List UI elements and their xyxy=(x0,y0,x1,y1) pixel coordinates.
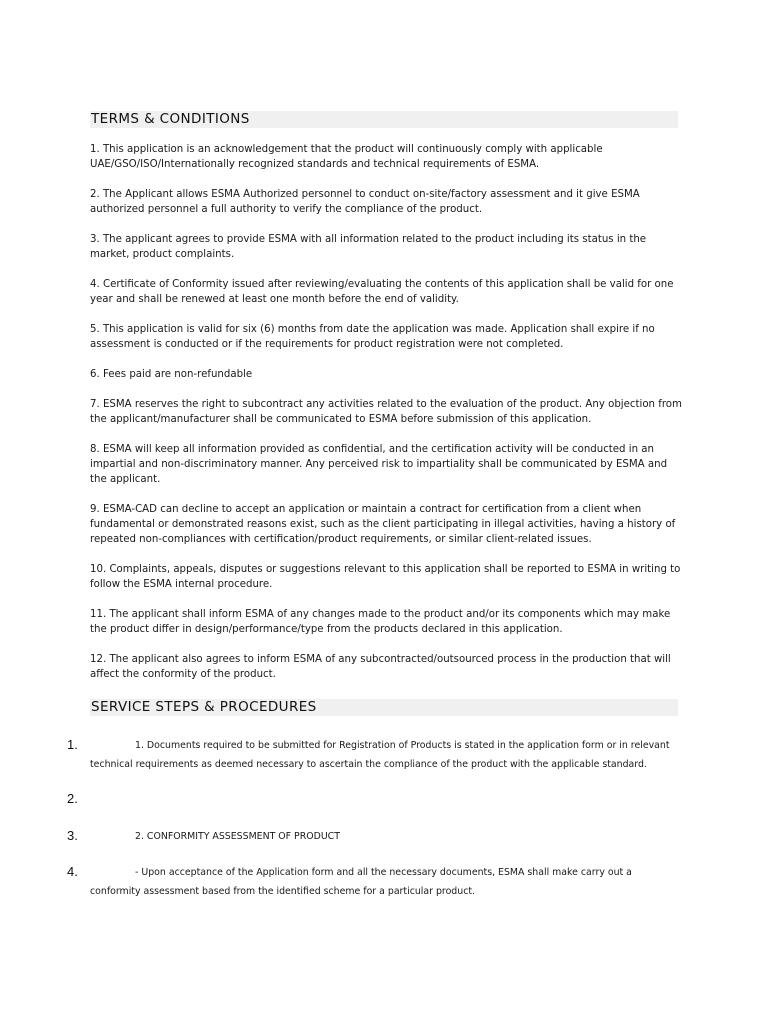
term-item-8: 8. ESMA will keep all information provided as confidential, and the certification activity will be conducted in an impartial and non-discriminatory manner. Any perceived risk to impartiality shall be communicated by ESMA and the applicant. xyxy=(90,444,668,485)
step-text-3 xyxy=(90,827,680,846)
step-text-3-content: 2. CONFORMITY ASSESSMENT OF PRODUCT xyxy=(135,831,340,842)
step-text-1-content: 1. Documents required to be submitted for Registration of Products is stated in the application form or in relevant technical requirements as deemed necessary to ascertain the compliance of the product with the applicable standard. xyxy=(90,740,670,770)
term-item-10: 10. Complaints, appeals, disputes or suggestions relevant to this application shall be reported to ESMA in writing to follow the ESMA internal procedure. xyxy=(90,564,681,590)
term-item-3: 3. The applicant agrees to provide ESMA with all information related to the product including its status in the market, product complaints. xyxy=(90,234,647,260)
term-item-4: 4. Certificate of Conformity issued after reviewing/evaluating the contents of this application shall be valid for one year and shall be renewed at least one month before the end of validity. xyxy=(90,279,674,305)
step-number-1: 1. xyxy=(67,737,78,752)
term-item-12: 12. The applicant also agrees to inform ESMA of any subcontracted/outsourced process in the production that will affect the conformity of the product. xyxy=(90,654,671,680)
step-number-2: 2. xyxy=(67,791,78,806)
term-item-9: 9. ESMA-CAD can decline to accept an application or maintain a contract for certification from a client when fundamental or demonstrated reasons exist, such as the client participating in illegal activities, having a history of repeated non-compliances with certification/product requirements, or similar client-related issues. xyxy=(90,504,676,545)
step-number-3: 3. xyxy=(67,828,78,843)
term-item-5: 5. This application is valid for six (6) months from date the application was made. Application shall expire if no assessment is conducted or if the requirements for product registration were not completed. xyxy=(90,324,655,350)
term-item-2: 2. The Applicant allows ESMA Authorized personnel to conduct on-site/factory assessment and it give ESMA authorized personnel a full authority to verify the compliance of the product. xyxy=(90,189,640,215)
service-heading: SERVICE STEPS & PROCEDURES xyxy=(90,699,678,716)
term-item-6: 6. Fees paid are non-refundable xyxy=(90,369,253,380)
terms-heading: TERMS & CONDITIONS xyxy=(90,111,678,128)
term-item-1: 1. This application is an acknowledgement that the product will continuously comply with applicable UAE/GSO/ISO/Internationally recognized standards and technical requirements of ESMA. xyxy=(90,144,603,170)
term-item-7: 7. ESMA reserves the right to subcontract any activities related to the evaluation of the product. Any objection from the applicant/manufacturer shall be communicated to ESMA before submission of this application. xyxy=(90,399,682,425)
step-text-1 xyxy=(90,736,680,774)
term-item-11: 11. The applicant shall inform ESMA of any changes made to the product and/or its components which may make the product differ in design/performance/type from the products declared in this application. xyxy=(90,609,671,635)
step-text-4 xyxy=(90,863,680,901)
step-text-4-content: - Upon acceptance of the Application form and all the necessary documents, ESMA shall make carry out a conformity assessment based from the identified scheme for a particular product. xyxy=(90,867,632,897)
step-number-4: 4. xyxy=(67,864,78,879)
